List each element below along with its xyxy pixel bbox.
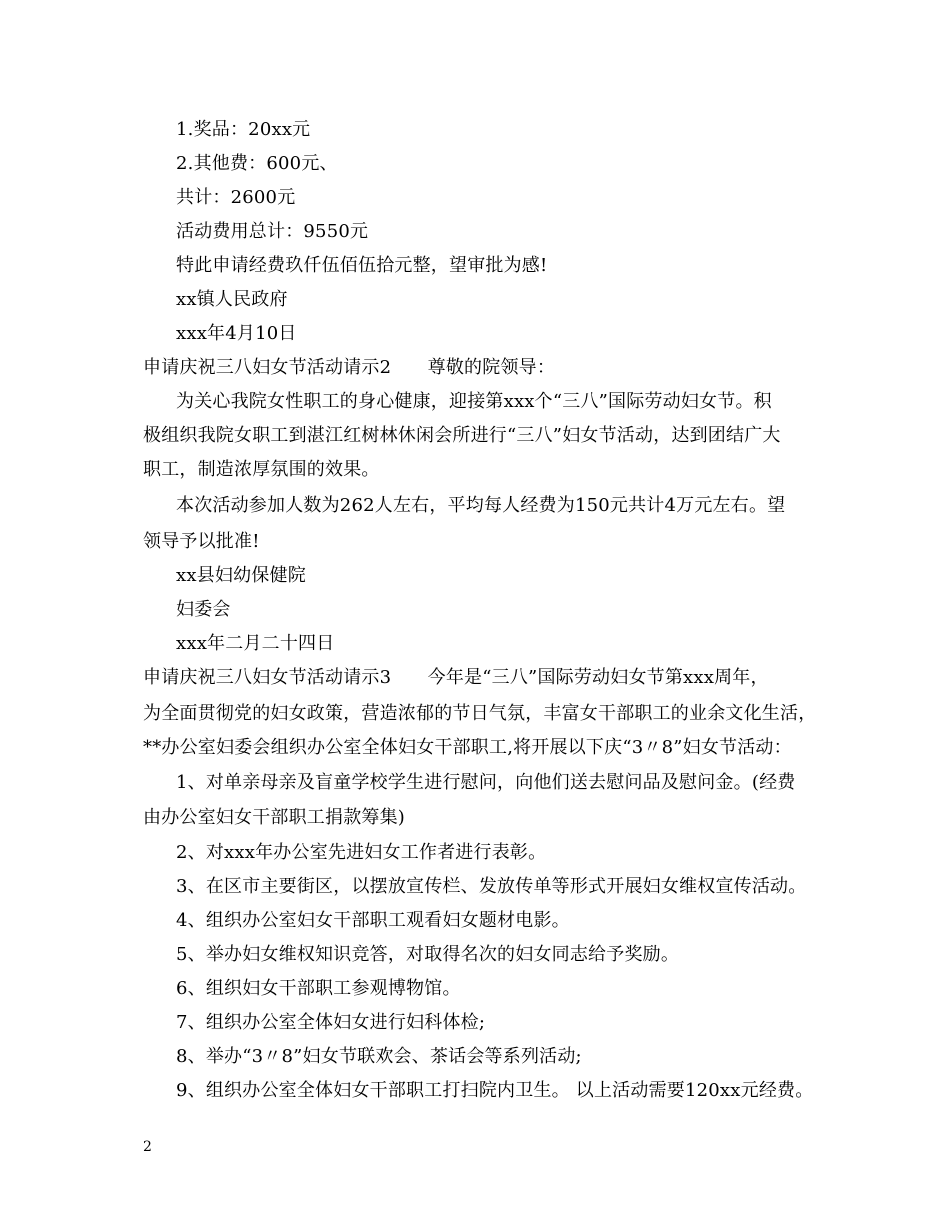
text-line: 本次活动参加人数为262人左右，平均每人经费为150元共计4万元左右。望	[176, 495, 786, 516]
text-line: 由办公室妇女干部职工捐款筹集)	[143, 807, 406, 828]
text-line: 极组织我院女职工到湛江红树林休闲会所进行“三八”妇女节活动，达到团结广大	[143, 425, 781, 446]
text-line: 为全面贯彻党的妇女政策，营造浓郁的节日气氛，丰富女干部职工的业余文化生活，	[143, 703, 817, 724]
text-line: **办公室妇委会组织办公室全体妇女干部职工,将开展以下庆“3〃8”妇女节活动：	[143, 737, 792, 758]
text-line: xxx年4月10日	[176, 323, 297, 344]
text-line: 特此申请经费玖仟伍佰伍拾元整，望审批为感!	[176, 255, 548, 276]
text-line: xxx年二月二十四日	[176, 633, 335, 654]
text-line: 共计：2600元	[176, 187, 296, 208]
text-line: 为关心我院女性职工的身心健康，迎接第xxx个“三八”国际劳动妇女节。积	[176, 391, 772, 412]
list-item: 5、举办妇女维权知识竞答，对取得名次的妇女同志给予奖励。	[176, 944, 680, 965]
text-line: 1.奖品：20xx元	[176, 119, 311, 140]
list-item: 6、组织妇女干部职工参观博物馆。	[176, 978, 461, 999]
list-item: 9、组织办公室全体妇女干部职工打扫院内卫生。 以上活动需要120xx元经费。	[176, 1080, 814, 1101]
section-heading: 申请庆祝三八妇女节活动请示3 今年是“三八”国际劳动妇女节第xxx周年，	[143, 667, 769, 688]
list-item: 8、举办“3〃8”妇女节联欢会、茶话会等系列活动;	[176, 1046, 582, 1067]
list-item: 2、对xxx年办公室先进妇女工作者进行表彰。	[176, 842, 547, 863]
list-item: 1、对单亲母亲及盲童学校学生进行慰问，向他们送去慰问品及慰问金。(经费	[176, 772, 796, 793]
text-line: xx县妇幼保健院	[176, 565, 306, 586]
text-line: xx镇人民政府	[176, 289, 288, 310]
text-line: 妇委会	[176, 599, 231, 620]
list-item: 7、组织办公室全体妇女进行妇科体检;	[176, 1012, 486, 1033]
text-line: 活动费用总计：9550元	[176, 221, 369, 242]
text-line: 领导予以批准!	[143, 531, 260, 552]
text-line: 职工，制造浓厚氛围的效果。	[143, 459, 380, 480]
page-number: 2	[143, 1139, 152, 1155]
section-heading: 申请庆祝三八妇女节活动请示2 尊敬的院领导：	[143, 357, 556, 378]
list-item: 3、在区市主要街区，以摆放宣传栏、发放传单等形式开展妇女维权宣传活动。	[176, 876, 807, 897]
list-item: 4、组织办公室妇女干部职工观看妇女题材电影。	[176, 910, 570, 931]
text-line: 2.其他费：600元、	[176, 153, 338, 174]
